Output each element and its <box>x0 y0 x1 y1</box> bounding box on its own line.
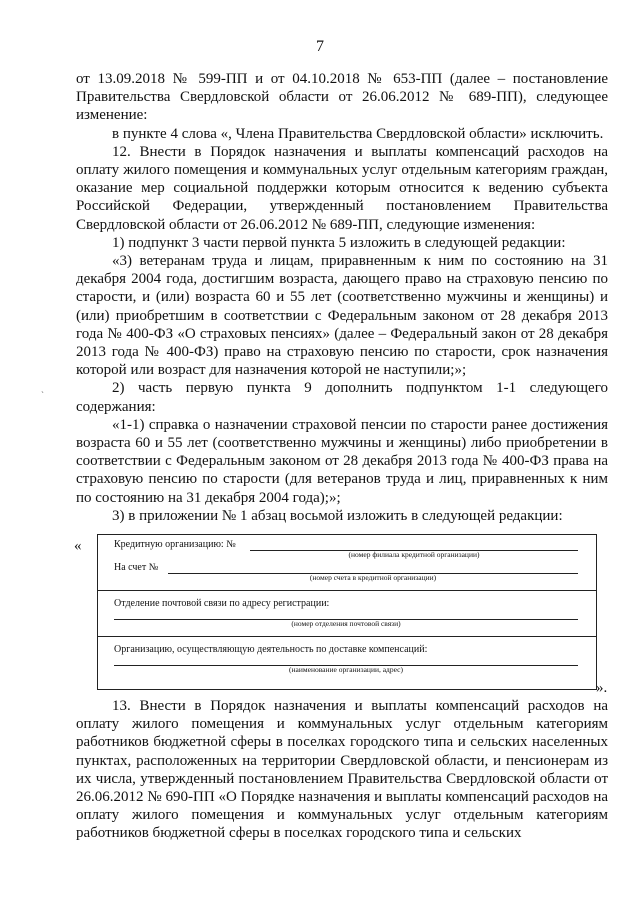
payment-form-box <box>97 534 597 690</box>
paragraph-subitem-1: 1) подпункт 3 части первой пункта 5 изложить в следующей редакции: <box>112 234 566 251</box>
post-office-label: Отделение почтовой связи по адресу регистрации: <box>114 598 330 609</box>
paragraph-continuation: от 13.09.2018 № 599-ПП и от 04.10.2018 № 653-ПП (далее – постановление Правительства Свердловской области от 26.06.2012 № 689-ПП), следующее изменение: <box>76 71 608 124</box>
delivery-org-hint: (наименование организации, адрес) <box>289 665 403 674</box>
paragraph-subitem-2: 2) часть первую пункта 9 дополнить подпунктом 1-1 следующего содержания: <box>76 380 608 415</box>
account-label: На счет № <box>114 562 159 573</box>
paragraph-subitem-3: 3) в приложении № 1 абзац восьмой изложить в следующей редакции: <box>112 507 563 524</box>
paragraph-quote-3: «3) ветеранам труда и лицам, приравненным к ним по состоянию на 31 декабря 2004 года, достигшим возраста, дающего право на страховую пенсию по старости, и (или) возраста 60 и 55 лет (соответственно мужчины и женщины) и (или) приобретшим в соответствии с Федеральным законом от 28 декабря 2013 года № 400-ФЗ «О страховых пенсиях» (далее – Федеральный закон от 28 декабря 2013 года № 400-ФЗ) право на страховую пенсию по старости, срок назначения которой или возраст для назначения которой не наступили;»; <box>76 253 608 379</box>
margin-mark: ˎ <box>41 383 44 393</box>
form-divider-1 <box>98 590 596 591</box>
post-office-hint: (номер отделения почтовой связи) <box>291 619 401 628</box>
delivery-org-label: Организацию, осуществляющую деятельность по доставке компенсаций: <box>114 644 428 655</box>
credit-org-label: Кредитную организацию: № <box>114 539 236 550</box>
credit-org-hint: (номер филиала кредитной организации) <box>348 550 480 559</box>
paragraph-section-12: 12. Внести в Порядок назначения и выплаты компенсаций расходов на оплату жилого помещения и коммунальных услуг отдельным категориям граждан, оказание мер социальной поддержки которым относится к ведению субъекта Российской Федерации, утвержденный постановлением Правительства Свердловской области от 26.06.2012 № 689-ПП, следующие изменения: <box>76 143 608 233</box>
form-quote-open: « <box>74 538 82 554</box>
paragraph-section-13: 13. Внести в Порядок назначения и выплаты компенсаций расходов на оплату жилого помещения и коммунальных услуг отдельным категориям работников бюджетной сферы в поселках городского типа и сельских населенных пунктах, расположенных на территории Свердловской области, и пенсионерам из их числа, утвержденный постановлением Правительства Свердловской области от 26.06.2012 № 690-ПП «О Порядке назначения и выплаты компенсаций расходов на оплату жилого помещения и коммунальных услуг отдельным категориям работников бюджетной сферы в поселках городского типа и сельских <box>76 698 608 842</box>
form-divider-2 <box>98 636 596 637</box>
account-hint: (номер счета в кредитной организации) <box>309 573 437 582</box>
paragraph-item-4: в пункте 4 слова «, Члена Правительства Свердловской области» исключить. <box>112 125 604 142</box>
paragraph-quote-1-1: «1-1) справка о назначении страховой пенсии по старости ранее достижения возраста 60 и 55 лет (соответственно мужчины и женщины) либо приобретении в соответствии с Федеральным законом от 28 декабря 2013 года № 400-ФЗ права на страховую пенсию по старости (для ветеранов труда и лиц, приравненных к ним по состоянию на 31 декабря 2004 года);»; <box>76 416 608 506</box>
body-text-top <box>76 70 608 525</box>
body-text-bottom <box>76 697 608 843</box>
page-number: 7 <box>316 38 324 55</box>
form-quote-close: ». <box>596 680 608 696</box>
